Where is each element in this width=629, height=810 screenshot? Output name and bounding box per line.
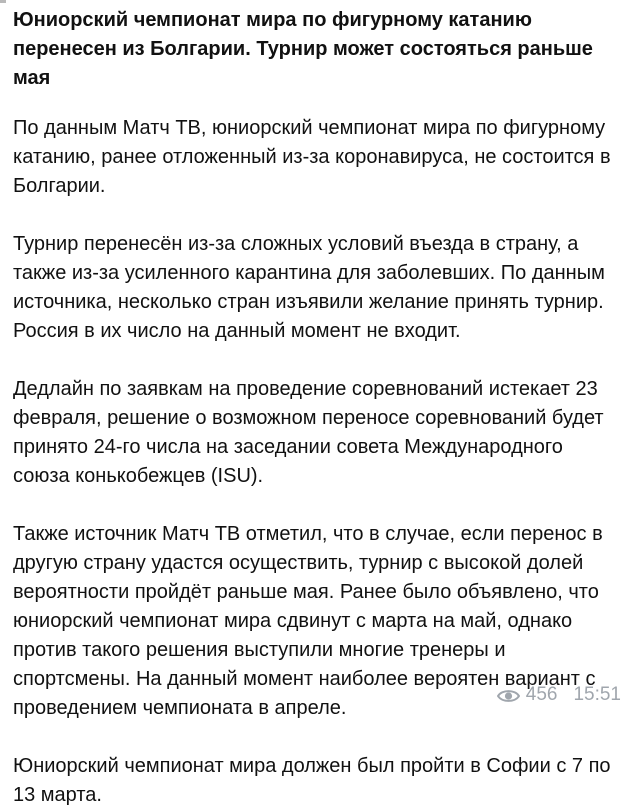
post-headline: Юниорский чемпионат мира по фигурному катанию перенесен из Болгарии. Турнир может состояться раньше мая — [13, 9, 593, 89]
eye-icon — [497, 687, 520, 703]
post-time: 15:51 — [573, 684, 621, 705]
post-paragraph-5: Юниорский чемпионат мира должен был пройти в Софии с 7 по 13 марта. — [13, 755, 611, 806]
post-paragraph-2: Турнир перенесён из-за сложных условий въезда в страну, а также из-за усиленного карантина для заболевших. По данным источника, несколько стран изъявили желание принять турнир. Россия в их число на данный момент не входит. — [13, 233, 605, 342]
post-paragraph-1: По данным Матч ТВ, юниорский чемпионат мира по фигурному катанию, ранее отложенный из-за коронавируса, не состоится в Болгарии. — [13, 117, 611, 197]
post-paragraph-3: Дедлайн по заявкам на проведение соревнований истекает 23 февраля, решение о возможном переносе соревнований будет принято 24-го числа на заседании совета Международного союза конькобежцев (ISU). — [13, 378, 604, 487]
view-count: 456 — [525, 684, 558, 705]
paragraph-gap — [13, 491, 623, 520]
post-paragraph-4: Также источник Матч ТВ отметил, что в случае, если перенос в другую страну удастся осуществить, турнир с высокой долей вероятности пройдёт раньше мая. Ранее было объявлено, что юниорский чемпионат мира сдвинут с марта на май, однако против такого решения выступили многие тренеры и спортсмены. На данный момент наиболее вероятен вариант с проведением чемпионата в апреле. — [13, 523, 603, 719]
top-edge-artifact — [0, 0, 6, 3]
paragraph-gap — [13, 346, 623, 375]
post-meta — [497, 683, 621, 707]
paragraph-gap — [13, 201, 623, 230]
paragraph-gap — [13, 723, 623, 752]
paragraph-gap — [13, 93, 623, 114]
